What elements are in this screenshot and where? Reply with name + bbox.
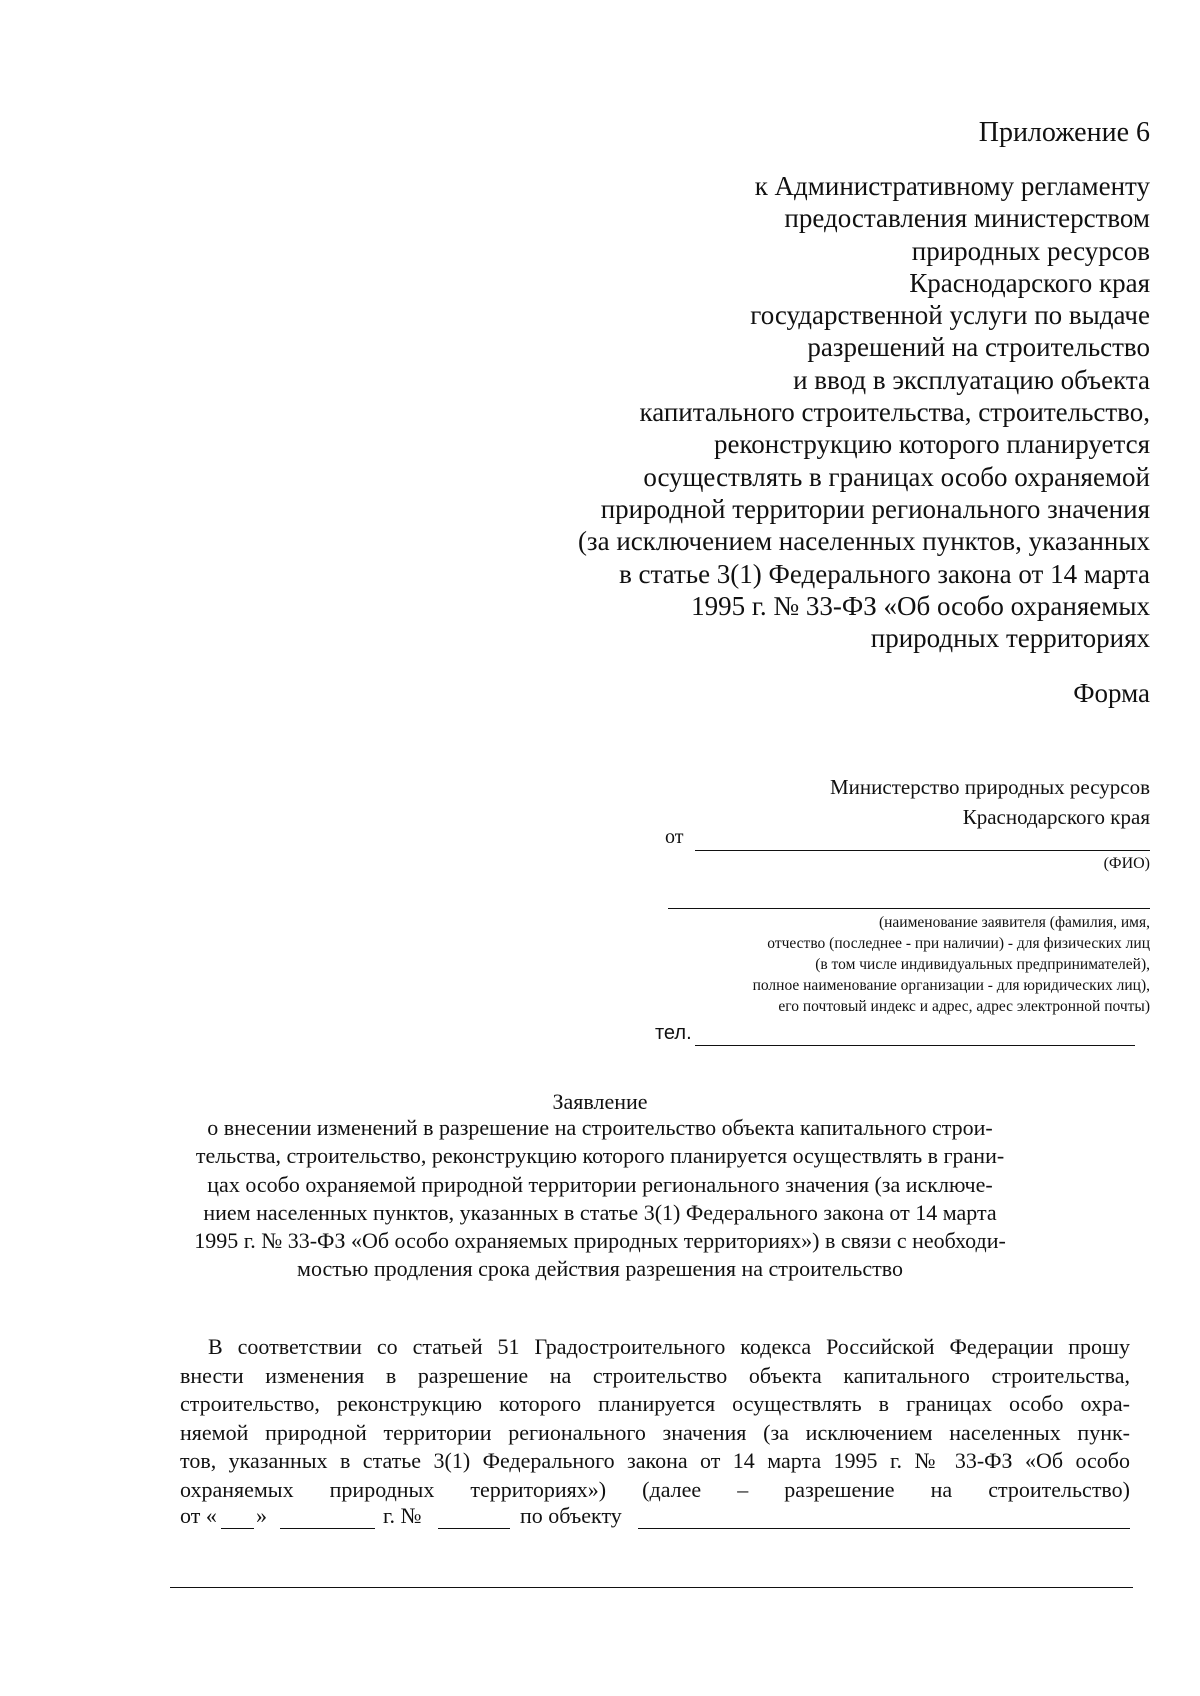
applicant-caption-line: (в том числе индивидуальных предпринимателей), bbox=[815, 956, 1150, 973]
statement-subject-line: нием населенных пунктов, указанных в статье 3(1) Федерального закона от 14 марта bbox=[203, 1199, 997, 1225]
form-label: Форма bbox=[1073, 678, 1150, 708]
regulation-line: реконструкцию которого планируется bbox=[714, 429, 1150, 460]
addressee-line: Министерство природных ресурсов bbox=[829, 775, 1150, 799]
ref-object-label: по объекту bbox=[520, 1503, 622, 1528]
regulation-line: 1995 г. № 33-ФЗ «Об особо охраняемых bbox=[691, 590, 1150, 621]
month-blank[interactable] bbox=[280, 1528, 375, 1529]
addressee-block bbox=[830, 772, 1150, 832]
statement-subject-line: 1995 г. № 33-ФЗ «Об особо охраняемых природных территориях») в связи с необходи- bbox=[194, 1228, 1006, 1254]
regulation-line: к Административному регламенту bbox=[754, 171, 1150, 201]
tel-blank-line[interactable] bbox=[695, 1045, 1135, 1046]
regulation-line: государственной услуги по выдаче bbox=[750, 300, 1150, 331]
applicant-caption-line: его почтовый индекс и адрес, адрес электронной почты) bbox=[778, 998, 1150, 1015]
statement-subject-line: цах особо охраняемой природной территории регионального значения (за исключе- bbox=[207, 1171, 993, 1197]
permit-reference-row bbox=[180, 1503, 1130, 1533]
request-paragraph bbox=[180, 1333, 1130, 1504]
fio-caption: (ФИО) bbox=[1103, 855, 1150, 872]
paragraph-line: строительство, реконструкцию которого планируется осуществлять в границах особо охра- bbox=[180, 1391, 1130, 1416]
paragraph-line: внести изменения в разрешение на строительство объекта капитального строительства, bbox=[180, 1362, 1130, 1388]
applicant-caption-line: отчество (последнее - при наличии) - для физических лиц bbox=[767, 935, 1150, 952]
regulation-line: природных территориях bbox=[870, 623, 1150, 654]
statement-title: Заявление bbox=[552, 1089, 648, 1114]
from-label: от bbox=[665, 826, 684, 848]
regulation-line: осуществлять в границах особо охраняемой bbox=[643, 461, 1150, 492]
statement-subject-line: мостью продления срока действия разрешения на строительство bbox=[297, 1256, 903, 1282]
regulation-line: предоставления министерством bbox=[784, 203, 1150, 234]
addressee-line: Краснодарского края bbox=[962, 805, 1150, 829]
blank-rule[interactable] bbox=[170, 1587, 1133, 1588]
ref-close-quote: » bbox=[256, 1503, 267, 1528]
statement-subject-line: тельства, строительство, реконструкцию которого планируется осуществлять в грани- bbox=[195, 1143, 1005, 1169]
regulation-line: и ввод в эксплуатацию объекта bbox=[793, 364, 1150, 395]
statement-subject-line: о внесении изменений в разрешение на строительство объекта капитального строи- bbox=[207, 1115, 993, 1140]
tel-label: тел. bbox=[655, 1022, 692, 1044]
regulation-reference bbox=[430, 170, 1150, 654]
applicant-caption-line: полное наименование организации - для юридических лиц), bbox=[752, 977, 1150, 994]
tel-field-row bbox=[655, 1022, 1135, 1050]
day-blank[interactable] bbox=[221, 1528, 254, 1529]
regulation-line: природной территории регионального значения bbox=[600, 493, 1150, 524]
regulation-line: капитального строительства, строительство, bbox=[639, 397, 1150, 428]
from-field-row bbox=[665, 826, 1150, 856]
regulation-line: в статье 3(1) Федерального закона от 14 марта bbox=[619, 558, 1150, 589]
number-blank[interactable] bbox=[438, 1528, 510, 1529]
regulation-line: природных ресурсов bbox=[911, 235, 1150, 266]
ref-year-number-label: г. № bbox=[383, 1503, 422, 1528]
object-blank[interactable] bbox=[638, 1528, 1130, 1529]
regulation-line: разрешений на строительство bbox=[807, 332, 1150, 363]
applicant-caption bbox=[630, 912, 1150, 1017]
regulation-line: (за исключением населенных пунктов, указанных bbox=[577, 526, 1150, 557]
paragraph-line: В соответствии со статьей 51 Градостроительного кодекса Российской Федерации прошу bbox=[208, 1334, 1130, 1359]
paragraph-line: охраняемых природных территориях») (далее – разрешение на строительство) bbox=[180, 1476, 1130, 1502]
statement-subject bbox=[0, 1114, 1200, 1284]
ref-from-label: от « bbox=[180, 1503, 217, 1528]
regulation-line: Краснодарского края bbox=[909, 267, 1150, 298]
applicant-blank-line[interactable] bbox=[668, 908, 1150, 909]
paragraph-line: тов, указанных в статье 3(1) Федерального закона от 14 марта 1995 г. № 33-ФЗ «Об особо bbox=[180, 1448, 1130, 1473]
applicant-caption-line: (наименование заявителя (фамилия, имя, bbox=[878, 914, 1150, 931]
paragraph-line: няемой природной территории регионального значения (за исключением населенных пунк- bbox=[180, 1419, 1130, 1445]
fio-blank-line[interactable] bbox=[695, 850, 1150, 851]
annex-number: Приложение 6 bbox=[978, 117, 1150, 148]
